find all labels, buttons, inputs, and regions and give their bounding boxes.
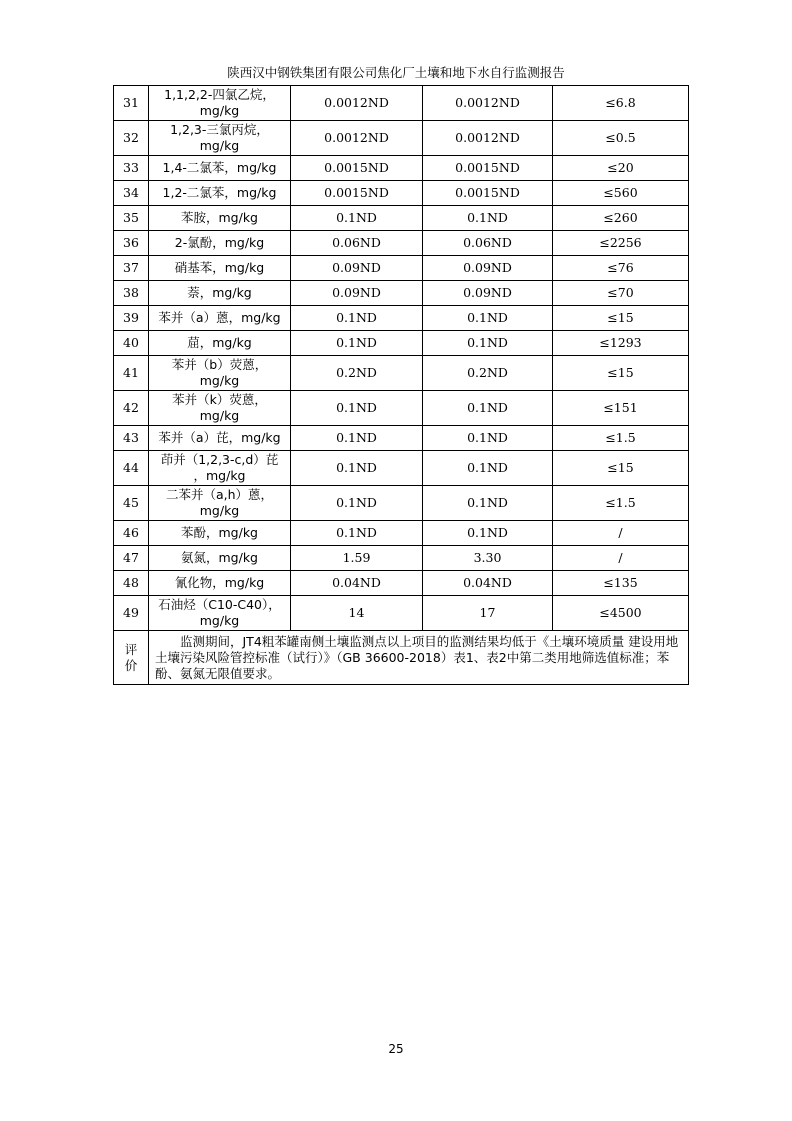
result-value-1: 14 [291,596,423,631]
screening-limit: ≤151 [553,391,689,426]
pollutant-name-line1: 氨氮，mg/kg [181,550,258,565]
result-value-2: 0.06ND [423,231,553,256]
results-table [113,85,689,685]
pollutant-name [149,331,291,356]
row-number: 45 [114,486,149,521]
table-row [114,281,689,306]
evaluation-text: 监测期间，JT4粗苯罐南侧土壤监测点以上项目的监测结果均低于《土壤环境质量 建设用地土壤污染风险管控标准（试行）》（GB 36600-2018）表1、表2中第二类用地筛选值标准；苯酚、氨氮无限值要求。 [149,631,689,685]
screening-limit: ≤15 [553,306,689,331]
evaluation-label [114,631,149,685]
screening-limit: ≤0.5 [553,121,689,156]
result-value-2: 0.0015ND [423,156,553,181]
screening-limit: / [553,546,689,571]
pollutant-name [149,256,291,281]
pollutant-name-line1: 1,1,2,2-四氯乙烷， [164,87,275,102]
result-value-1: 0.1ND [291,331,423,356]
result-value-2: 17 [423,596,553,631]
pollutant-name-line1: 苯酚，mg/kg [181,525,258,540]
table-row [114,231,689,256]
pollutant-name-line2: mg/kg [199,408,240,423]
result-value-2: 0.1ND [423,486,553,521]
row-number: 38 [114,281,149,306]
pollutant-name [149,521,291,546]
result-value-1: 1.59 [291,546,423,571]
pollutant-name [149,356,291,391]
result-value-1: 0.06ND [291,231,423,256]
result-value-1: 0.09ND [291,281,423,306]
result-value-1: 0.1ND [291,391,423,426]
pollutant-name [149,486,291,521]
row-number: 40 [114,331,149,356]
result-value-1: 0.04ND [291,571,423,596]
pollutant-name [149,121,291,156]
row-number: 32 [114,121,149,156]
table-row [114,331,689,356]
table-row [114,306,689,331]
row-number: 37 [114,256,149,281]
pollutant-name-line1: 苯胺，mg/kg [181,210,258,225]
result-value-2: 0.0015ND [423,181,553,206]
row-number: 48 [114,571,149,596]
row-number: 39 [114,306,149,331]
pollutant-name-line1: 硝基苯，mg/kg [174,260,265,275]
evaluation-row [114,631,689,685]
table-row [114,546,689,571]
result-value-2: 0.0012ND [423,86,553,121]
pollutant-name-line1: 1,2,3-三氯丙烷， [170,122,269,137]
result-value-1: 0.0015ND [291,156,423,181]
pollutant-name-line1: 1,2-二氯苯，mg/kg [162,185,277,200]
row-number: 33 [114,156,149,181]
pollutant-name-line1: 氰化物，mg/kg [174,575,265,590]
table-row [114,86,689,121]
result-value-2: 0.1ND [423,206,553,231]
table-row [114,451,689,486]
screening-limit: ≤560 [553,181,689,206]
pollutant-name-line2: mg/kg [199,613,240,628]
result-value-2: 0.1ND [423,451,553,486]
result-value-1: 0.0012ND [291,121,423,156]
pollutant-name [149,451,291,486]
evaluation-label-line2: 价 [124,657,138,673]
row-number: 42 [114,391,149,426]
pollutant-name [149,181,291,206]
result-value-2: 0.1ND [423,391,553,426]
result-value-1: 0.1ND [291,206,423,231]
row-number: 43 [114,426,149,451]
pollutant-name-line1: 1,4-二氯苯，mg/kg [162,160,277,175]
result-value-1: 0.1ND [291,521,423,546]
pollutant-name [149,231,291,256]
result-value-1: 0.0015ND [291,181,423,206]
result-value-2: 0.04ND [423,571,553,596]
result-value-1: 0.1ND [291,306,423,331]
screening-limit: ≤70 [553,281,689,306]
pollutant-name-line2: mg/kg [199,103,240,118]
pollutant-name [149,281,291,306]
table-row [114,571,689,596]
row-number: 36 [114,231,149,256]
pollutant-name-line2: mg/kg [199,373,240,388]
table-row [114,121,689,156]
table-row [114,206,689,231]
screening-limit: ≤260 [553,206,689,231]
screening-limit: ≤2256 [553,231,689,256]
pollutant-name-line1: 二苯并（a,h）蒽， [165,487,274,502]
result-value-2: 0.1ND [423,331,553,356]
pollutant-name [149,206,291,231]
row-number: 31 [114,86,149,121]
pollutant-name [149,391,291,426]
pollutant-name [149,571,291,596]
row-number: 41 [114,356,149,391]
pollutant-name [149,596,291,631]
page-header: 陕西汉中钢铁集团有限公司焦化厂土壤和地下水自行监测报告 [227,65,565,80]
evaluation-label-line1: 评 [124,641,138,657]
row-number: 46 [114,521,149,546]
screening-limit: ≤1.5 [553,426,689,451]
pollutant-name-line1: 苯并（b）荧蒽， [171,357,268,372]
screening-limit: ≤1.5 [553,486,689,521]
pollutant-name-line1: 茚并（1,2,3-c,d）芘 [160,452,279,467]
screening-limit: ≤1293 [553,331,689,356]
screening-limit: ≤135 [553,571,689,596]
result-value-2: 0.2ND [423,356,553,391]
pollutant-name [149,156,291,181]
result-value-2: 0.1ND [423,306,553,331]
pollutant-name [149,546,291,571]
screening-limit: ≤20 [553,156,689,181]
result-value-1: 0.09ND [291,256,423,281]
result-value-2: 0.09ND [423,256,553,281]
pollutant-name-line1: 萘，mg/kg [187,285,252,300]
screening-limit: ≤15 [553,356,689,391]
row-number: 47 [114,546,149,571]
results-table-body [114,86,689,631]
pollutant-name-line1: 石油烃（C10-C40）， [158,597,281,612]
table-row [114,156,689,181]
pollutant-name-line2: mg/kg [199,138,240,153]
pollutant-name-line2: mg/kg [199,503,240,518]
result-value-1: 0.1ND [291,451,423,486]
table-row [114,181,689,206]
table-row [114,596,689,631]
table-row [114,356,689,391]
pollutant-name [149,306,291,331]
result-value-1: 0.1ND [291,486,423,521]
result-value-2: 0.09ND [423,281,553,306]
row-number: 35 [114,206,149,231]
pollutant-name-line1: 苯并（a）蒽，mg/kg [158,310,281,325]
pollutant-name-line1: 苯并（k）荧蒽， [172,392,267,407]
pollutant-name-line2: ，mg/kg [193,468,246,483]
screening-limit: ≤6.8 [553,86,689,121]
table-row [114,426,689,451]
table-row [114,391,689,426]
result-value-2: 0.1ND [423,521,553,546]
page-number: 25 [388,1042,404,1056]
pollutant-name-line1: 苯并（a）芘，mg/kg [158,430,281,445]
table-row [114,521,689,546]
screening-limit: / [553,521,689,546]
pollutant-name [149,426,291,451]
screening-limit: ≤4500 [553,596,689,631]
result-value-1: 0.2ND [291,356,423,391]
table-row [114,486,689,521]
result-value-1: 0.0012ND [291,86,423,121]
table-row [114,256,689,281]
screening-limit: ≤76 [553,256,689,281]
result-value-1: 0.1ND [291,426,423,451]
pollutant-name-line1: 䓛，mg/kg [187,335,252,350]
row-number: 49 [114,596,149,631]
screening-limit: ≤15 [553,451,689,486]
result-value-2: 0.1ND [423,426,553,451]
result-value-2: 0.0012ND [423,121,553,156]
result-value-2: 3.30 [423,546,553,571]
row-number: 34 [114,181,149,206]
pollutant-name-line1: 2-氯酚，mg/kg [174,235,265,250]
pollutant-name [149,86,291,121]
row-number: 44 [114,451,149,486]
